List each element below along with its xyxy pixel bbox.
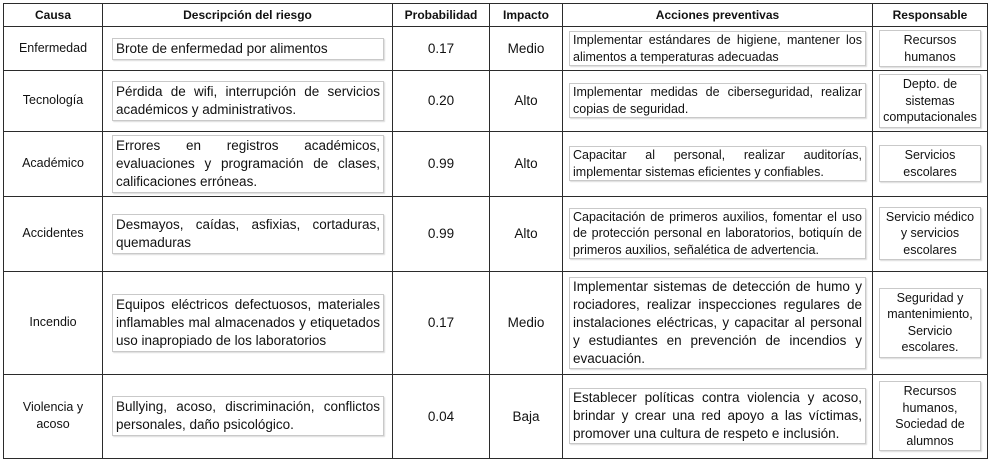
cell-descripcion bbox=[103, 196, 393, 271]
cell-probabilidad: 0.17 bbox=[393, 271, 490, 374]
cell-impacto: Baja bbox=[490, 374, 563, 458]
cell-descripcion bbox=[103, 131, 393, 196]
descripcion-text: Desmayos, caídas, asfixias, cortaduras, quemaduras bbox=[112, 214, 384, 254]
header-row bbox=[4, 4, 988, 27]
table-header bbox=[4, 4, 988, 27]
header-causa: Causa bbox=[4, 4, 103, 27]
cell-probabilidad: 0.20 bbox=[393, 71, 490, 132]
responsable-text: Servicios escolares bbox=[879, 145, 981, 182]
cell-causa: Académico bbox=[4, 131, 103, 196]
risk-table bbox=[3, 3, 988, 459]
table-row bbox=[4, 196, 988, 271]
cell-responsable bbox=[873, 131, 988, 196]
cell-acciones bbox=[563, 71, 873, 132]
cell-acciones bbox=[563, 271, 873, 374]
descripcion-text: Bullying, acoso, discriminación, conflictos personales, daño psicológico. bbox=[112, 396, 384, 436]
responsable-text: Recursos humanos, Sociedad de alumnos bbox=[879, 381, 981, 451]
acciones-text: Implementar medidas de ciberseguridad, realizar copias de seguridad. bbox=[569, 83, 866, 118]
cell-probabilidad: 0.04 bbox=[393, 374, 490, 458]
table-row bbox=[4, 27, 988, 71]
cell-acciones bbox=[563, 196, 873, 271]
cell-causa: Enfermedad bbox=[4, 27, 103, 71]
descripcion-text: Errores en registros académicos, evaluaciones y programación de clases, calificaciones erróneas. bbox=[112, 135, 384, 193]
cell-acciones bbox=[563, 374, 873, 458]
descripcion-text: Pérdida de wifi, interrupción de servicios académicos y administrativos. bbox=[112, 81, 384, 121]
header-probabilidad: Probabilidad bbox=[393, 4, 490, 27]
acciones-text: Capacitar al personal, realizar auditorías, implementar sistemas eficientes y confiables. bbox=[569, 146, 866, 181]
responsable-text: Depto. de sistemas computacionales bbox=[879, 74, 981, 128]
responsable-text: Seguridad y mantenimiento, Servicio escolares. bbox=[879, 288, 981, 358]
cell-probabilidad: 0.99 bbox=[393, 131, 490, 196]
table-row bbox=[4, 131, 988, 196]
acciones-text: Establecer políticas contra violencia y acoso, brindar y crear una red apoyo a las víctimas, promover una cultura de respeto e inclusión. bbox=[569, 388, 866, 444]
cell-causa: Accidentes bbox=[4, 196, 103, 271]
cell-impacto: Alto bbox=[490, 71, 563, 132]
cell-responsable bbox=[873, 71, 988, 132]
table-body bbox=[4, 27, 988, 459]
cell-acciones bbox=[563, 27, 873, 71]
acciones-text: Capacitación de primeros auxilios, fomentar el uso de protección personal en laboratorios, botiquín de primeros auxilios, señalética de advertencia. bbox=[569, 208, 866, 260]
cell-responsable bbox=[873, 27, 988, 71]
cell-responsable bbox=[873, 196, 988, 271]
cell-descripcion bbox=[103, 271, 393, 374]
header-acciones: Acciones preventivas bbox=[563, 4, 873, 27]
cell-impacto: Medio bbox=[490, 27, 563, 71]
cell-descripcion bbox=[103, 71, 393, 132]
header-responsable: Responsable bbox=[873, 4, 988, 27]
cell-responsable bbox=[873, 271, 988, 374]
table-row bbox=[4, 374, 988, 458]
cell-impacto: Alto bbox=[490, 196, 563, 271]
descripcion-text: Equipos eléctricos defectuosos, materiales inflamables mal almacenados y etiquetados uso inapropiado de los laboratorios bbox=[112, 294, 384, 352]
descripcion-text: Brote de enfermedad por alimentos bbox=[112, 38, 384, 60]
cell-impacto: Alto bbox=[490, 131, 563, 196]
responsable-text: Recursos humanos bbox=[879, 30, 981, 67]
header-impacto: Impacto bbox=[490, 4, 563, 27]
acciones-text: Implementar sistemas de detección de humo y rociadores, realizar inspecciones regulares de instalaciones eléctricas, y capacitar al personal y estudiantes en prevención de incendios y evacuación. bbox=[569, 277, 866, 369]
table-row bbox=[4, 271, 988, 374]
cell-descripcion bbox=[103, 374, 393, 458]
responsable-text: Servicio médico y servicios escolares bbox=[879, 207, 981, 261]
cell-causa: Tecnología bbox=[4, 71, 103, 132]
acciones-text: Implementar estándares de higiene, mantener los alimentos a temperaturas adecuadas bbox=[569, 31, 866, 66]
cell-causa: Incendio bbox=[4, 271, 103, 374]
cell-causa: Violencia y acoso bbox=[4, 374, 103, 458]
header-descripcion: Descripción del riesgo bbox=[103, 4, 393, 27]
table-row bbox=[4, 71, 988, 132]
cell-responsable bbox=[873, 374, 988, 458]
cell-acciones bbox=[563, 131, 873, 196]
cell-descripcion bbox=[103, 27, 393, 71]
cell-probabilidad: 0.17 bbox=[393, 27, 490, 71]
cell-probabilidad: 0.99 bbox=[393, 196, 490, 271]
cell-impacto: Medio bbox=[490, 271, 563, 374]
